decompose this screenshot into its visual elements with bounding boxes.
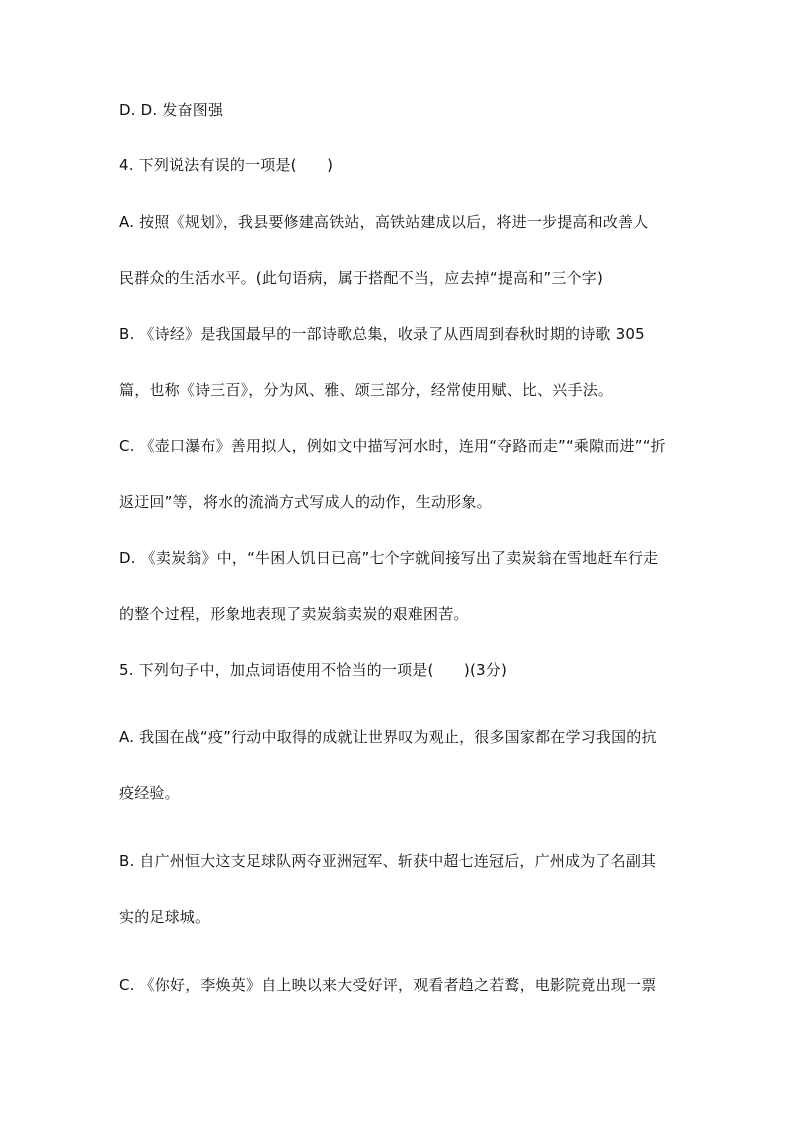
q4-option-d-line-1: D. 《卖炭翁》中，“牛困人饥日已高”七个字就间接写出了卖炭翁在雪地赶车行走 (119, 549, 659, 567)
q4-option-c-line-2: 返迂回”等，将水的流淌方式写成人的动作，生动形象。 (119, 493, 492, 511)
question-5-stem: 5. 下列句子中，加点词语使用不恰当的一项是( )(3分) (119, 661, 508, 679)
q4-option-a-line-2: 民群众的生活水平。(此句语病，属于搭配不当，应去掉“提高和”三个字) (119, 269, 604, 287)
question-4-stem: 4. 下列说法有误的一项是( ) (119, 156, 334, 174)
q4-option-b-line-2: 篇，也称《诗三百》，分为风、雅、颂三部分，经常使用赋、比、兴手法。 (119, 381, 614, 399)
q5-option-a-line-1: A. 我国在战“疫”行动中取得的成就让世界叹为观止，很多国家都在学习我国的抗 (119, 728, 657, 746)
q5-option-b-line-1: B. 自广州恒大这支足球队两夺亚洲冠军、斩获中超七连冠后，广州成为了名副其 (119, 852, 657, 870)
q5-option-c-line-1: C. 《你好，李焕英》自上映以来大受好评，观看者趋之若鹜，电影院竟出现一票 (119, 976, 657, 994)
q4-option-a-line-1: A. 按照《规划》，我县要修建高铁站，高铁站建成以后，将进一步提高和改善人 (119, 213, 649, 231)
q5-option-b-line-2: 实的足球城。 (119, 908, 211, 926)
q4-option-b-line-1: B. 《诗经》是我国最早的一部诗歌总集，收录了从西周到春秋时期的诗歌 305 (119, 325, 645, 343)
q4-option-c-line-1: C. 《壶口瀑布》善用拟人，例如文中描写河水时，连用“夺路而走”“乘隙而进”“折 (119, 437, 666, 455)
option-d-text: D. D. 发奋图强 (119, 101, 224, 119)
q5-option-a-line-2: 疫经验。 (119, 784, 180, 802)
q4-option-d-line-2: 的整个过程，形象地表现了卖炭翁卖炭的艰难困苦。 (119, 605, 469, 623)
